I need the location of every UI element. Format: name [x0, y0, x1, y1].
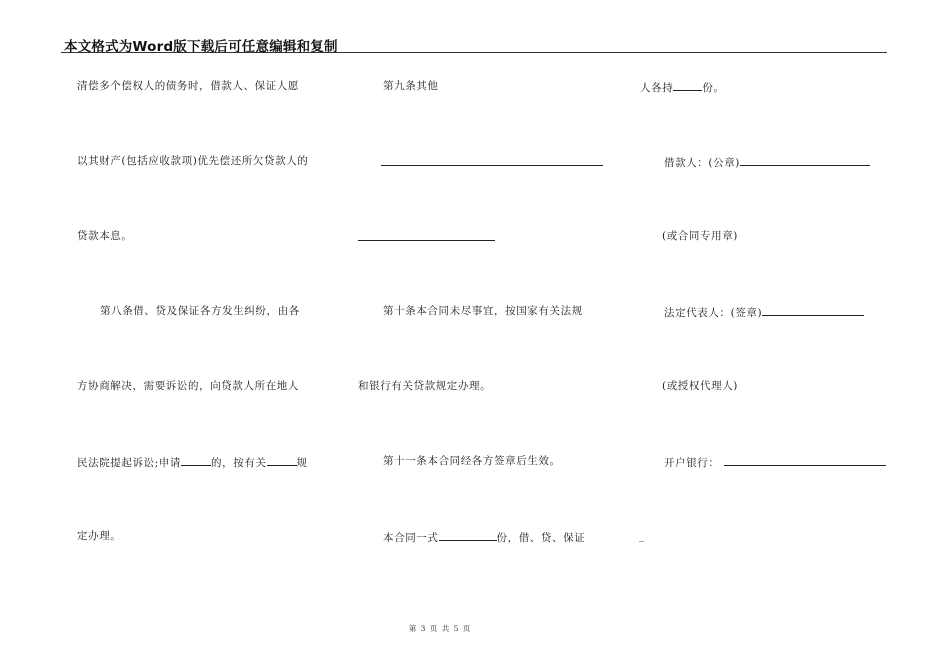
page-number: 第 3 页 共 5 页: [408, 624, 472, 633]
header-divider: [61, 52, 887, 53]
col3-line-2: [664, 154, 870, 170]
col3-line-7: _: [639, 530, 645, 542]
col2-line-7-part-a: 本合同一式: [383, 532, 439, 544]
col1-line-4: 第八条借、贷及保证各方发生纠纷，由各: [100, 305, 300, 317]
col1-line-1: 清偿多个偿权人的债务时，借款人、保证人愿: [77, 80, 299, 92]
col1-line-6-part-a: 民法院提起诉讼;申请: [77, 457, 182, 469]
col2-line-7: [383, 529, 585, 545]
col1-line-7: 定办理。: [77, 530, 122, 542]
col1-line-5: 方协商解决，需要诉讼的，向贷款人所在地人: [77, 380, 299, 392]
fill-in-blank: [740, 154, 870, 166]
legal-rep-label: 法定代表人：(签章): [664, 307, 763, 319]
col2-line-7-part-b: 份，借、贷、保证: [496, 532, 586, 544]
col2-blank-rule-1: [381, 165, 603, 166]
fill-in-blank: [181, 454, 211, 466]
borrower-seal-label: 借款人：(公章): [664, 157, 740, 169]
col3-line-5: (或授权代理人): [662, 380, 738, 392]
bank-label: 开户银行：: [664, 457, 720, 469]
fill-in-blank: [762, 304, 864, 316]
col3-line-1: [640, 79, 725, 95]
fill-in-blank: [673, 79, 702, 91]
col3-line-3: (或合同专用章): [662, 230, 738, 242]
col3-line-4: [664, 304, 864, 320]
col3-line-1-part-a: 人各持: [640, 82, 674, 94]
col3-line-1-part-b: 份。: [702, 82, 725, 94]
fill-in-blank: [724, 454, 886, 466]
col1-line-2: 以其财产(包括应收款项)优先偿还所欠贷款人的: [77, 155, 309, 167]
col1-line-6-part-c: 规: [296, 457, 308, 469]
col2-line-1: 第九条其他: [383, 80, 439, 92]
col1-line-3: 贷款本息。: [77, 230, 133, 242]
col2-line-5: 和银行有关贷款规定办理。: [358, 380, 492, 392]
fill-in-blank: [439, 529, 497, 541]
col1-line-6-part-b: 的，按有关: [211, 457, 267, 469]
col2-blank-rule-2: [358, 240, 495, 241]
fill-in-blank: [267, 454, 297, 466]
document-header-title: 本文格式为Word版下载后可任意编辑和复制: [64, 39, 338, 55]
col2-line-4: 第十条本合同未尽事宜，按国家有关法规: [383, 305, 583, 317]
col3-line-6: [664, 454, 886, 470]
col2-line-6: 第十一条本合同经各方签章后生效。: [383, 455, 561, 467]
col1-line-6: [77, 454, 308, 470]
